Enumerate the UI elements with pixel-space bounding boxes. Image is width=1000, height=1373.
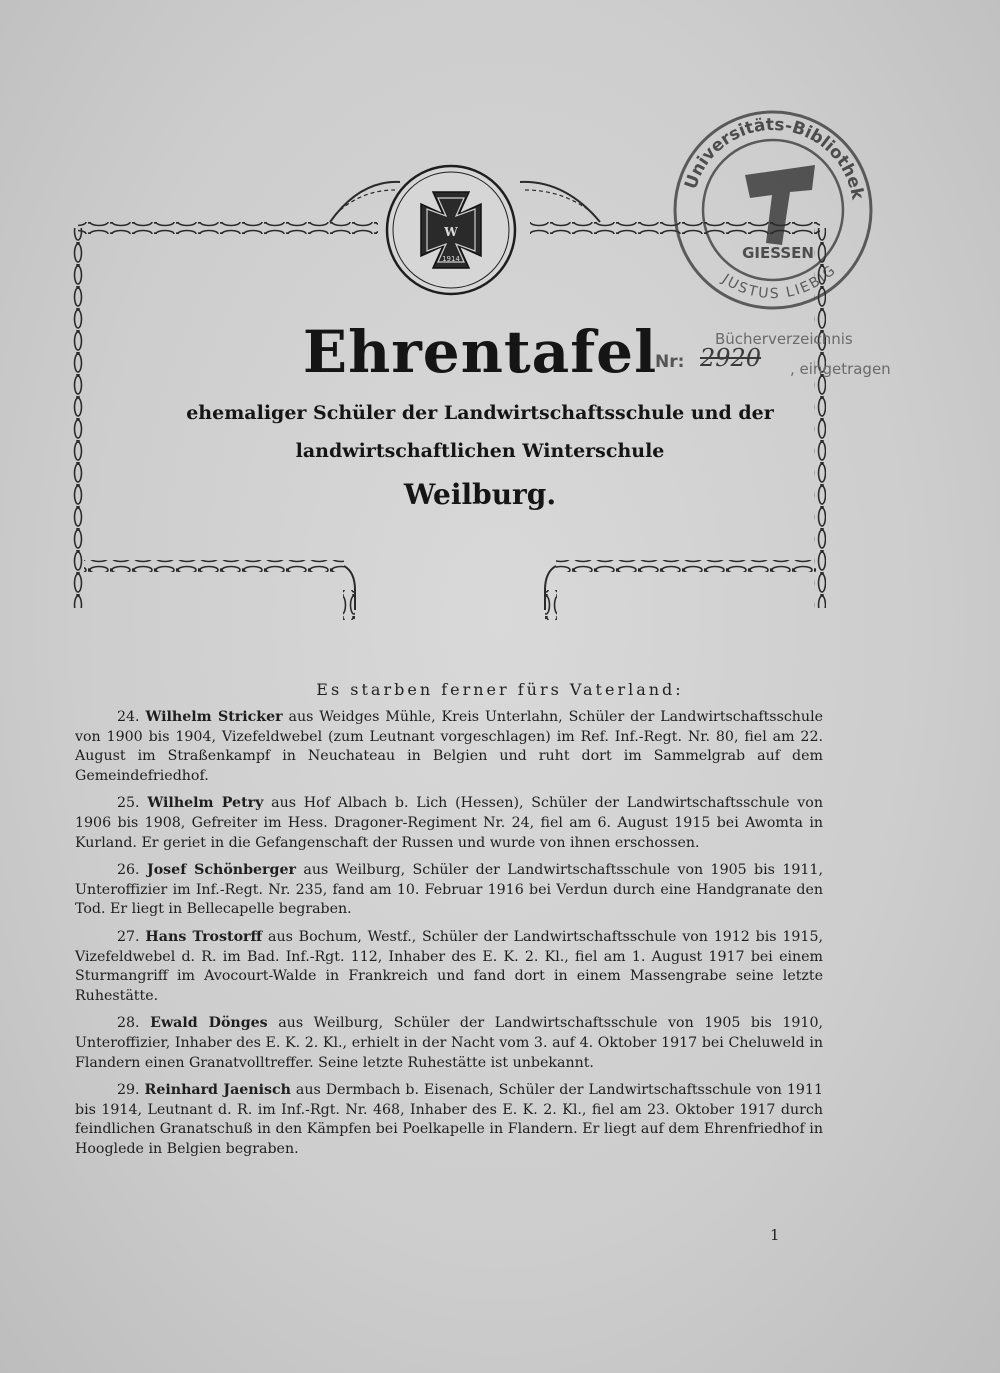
entry-number: 28. bbox=[117, 1015, 140, 1032]
entry-number: 26. bbox=[117, 862, 140, 879]
iron-cross-icon bbox=[387, 166, 515, 294]
entry-number: 27. bbox=[117, 928, 140, 945]
page-title: Ehrentafel bbox=[302, 318, 658, 386]
entry-name: Josef Schönberger bbox=[147, 862, 296, 879]
frame-bottom-right-border bbox=[556, 560, 816, 572]
page-number: 1 bbox=[770, 1226, 780, 1244]
entry-list bbox=[75, 708, 823, 1167]
entry-name: Wilhelm Petry bbox=[147, 795, 264, 812]
entry-name: Reinhard Jaenisch bbox=[144, 1082, 291, 1099]
frame-bottom-left-border bbox=[84, 560, 344, 572]
list-item bbox=[75, 861, 823, 920]
register-suffix: , eingetragen bbox=[790, 360, 891, 378]
entry-name: Ewald Dönges bbox=[150, 1015, 268, 1032]
stamp-ring-bottom: JUSTUS LIEBIG bbox=[719, 261, 840, 303]
entry-text: aus Bochum, Westf., Schüler der Landwirtschaftsschule von 1912 bis 1915, Vizefeldwebel d. R. im Bad. Inf.-Rgt. 112, Inhaber des E. K. 2. Kl., fiel am 1. August 1917 bei einem Sturmangriff im Avocourt-Walde in Frankreich und fand dort in einem Massengrabe seine letzte Ruhestätte. bbox=[75, 928, 823, 1004]
emblem-year: 1914 bbox=[442, 255, 460, 263]
register-prefix: Nr: bbox=[655, 352, 685, 372]
list-item bbox=[75, 794, 823, 853]
entry-text: aus Weilburg, Schüler der Landwirtschaftsschule von 1905 bis 1911, Unteroffizier im Inf.-Regt. Nr. 235, fand am 10. Februar 1916 bei Verdun durch eine Handgranate den Tod. Er liegt in Bellecapelle begraben. bbox=[75, 862, 823, 918]
list-item bbox=[75, 708, 823, 786]
frame-top-left-border bbox=[78, 222, 378, 234]
library-stamp bbox=[675, 112, 871, 308]
subtitle-line-2: landwirtschaftlichen Winterschule bbox=[295, 440, 665, 462]
stamp-city: GIESSEN bbox=[742, 244, 814, 262]
register-label: Bücherverzeichnis bbox=[715, 330, 853, 348]
town-name: Weilburg. bbox=[403, 478, 557, 511]
entry-number: 29. bbox=[117, 1082, 140, 1099]
register-number: 2920 bbox=[700, 344, 762, 372]
stamp-ring-top: Universitäts-Bibliothek bbox=[681, 114, 868, 202]
entry-name: Wilhelm Stricker bbox=[145, 709, 283, 725]
entry-text: aus Dermbach b. Eisenach, Schüler der Landwirtschaftsschule von 1911 bis 1914, Leutnant d. R. im Inf.-Rgt. Nr. 468, Inhaber des E. K. 2. Kl., fiel am 23. Oktober 1917 durch feindlichen Granatschuß in den Kämpfen bei Poelkapelle in Flandern. Er liegt auf dem Ehrenfriedhof in Hooglede in Belgien begraben. bbox=[75, 1082, 823, 1157]
list-item bbox=[75, 1014, 823, 1073]
intro-line: Es starben ferner fürs Vaterland: bbox=[316, 680, 684, 699]
entry-text: aus Weilburg, Schüler der Landwirtschaftsschule von 1905 bis 1910, Unteroffizier, Inhaber des E. K. 2. Kl., erhielt in der Nacht vom 3. auf 4. Oktober 1917 bei Cheluweld in Flandern einen Granatvolltreffer. Seine letzte Ruhestätte ist unbekannt. bbox=[75, 1015, 823, 1071]
entry-name: Hans Trostorff bbox=[145, 928, 263, 945]
entry-number: 24. bbox=[117, 709, 140, 725]
frame-left-border bbox=[72, 228, 84, 608]
entry-text: aus Weidges Mühle, Kreis Unterlahn, Schüler der Landwirtschaftsschule von 1900 bis 1904, Vizefeldwebel (zum Leutnant vorgeschlagen) im Ref. Inf.-Regt. Nr. 80, fiel am 22. August im Straßenkampf in Neuchateau in Belgien und ruht dort im Sammelgrab auf dem Gemeindefriedhof. bbox=[75, 709, 824, 784]
subtitle-line-1: ehemaliger Schüler der Landwirtschaftsschule und der bbox=[186, 402, 774, 424]
list-item bbox=[75, 1081, 823, 1159]
entry-number: 25. bbox=[117, 795, 140, 812]
emblem-letter: W bbox=[444, 225, 458, 239]
list-item bbox=[75, 928, 823, 1006]
entry-text: aus Hof Albach b. Lich (Hessen), Schüler der Landwirtschaftsschule von 1906 bis 1908, Gefreiter im Hess. Dragoner-Regiment Nr. 24, fiel am 6. August 1915 bei Awomta in Kurland. Er geriet in die Gefangenschaft der Russen und wurde von ihnen erschossen. bbox=[75, 795, 823, 851]
